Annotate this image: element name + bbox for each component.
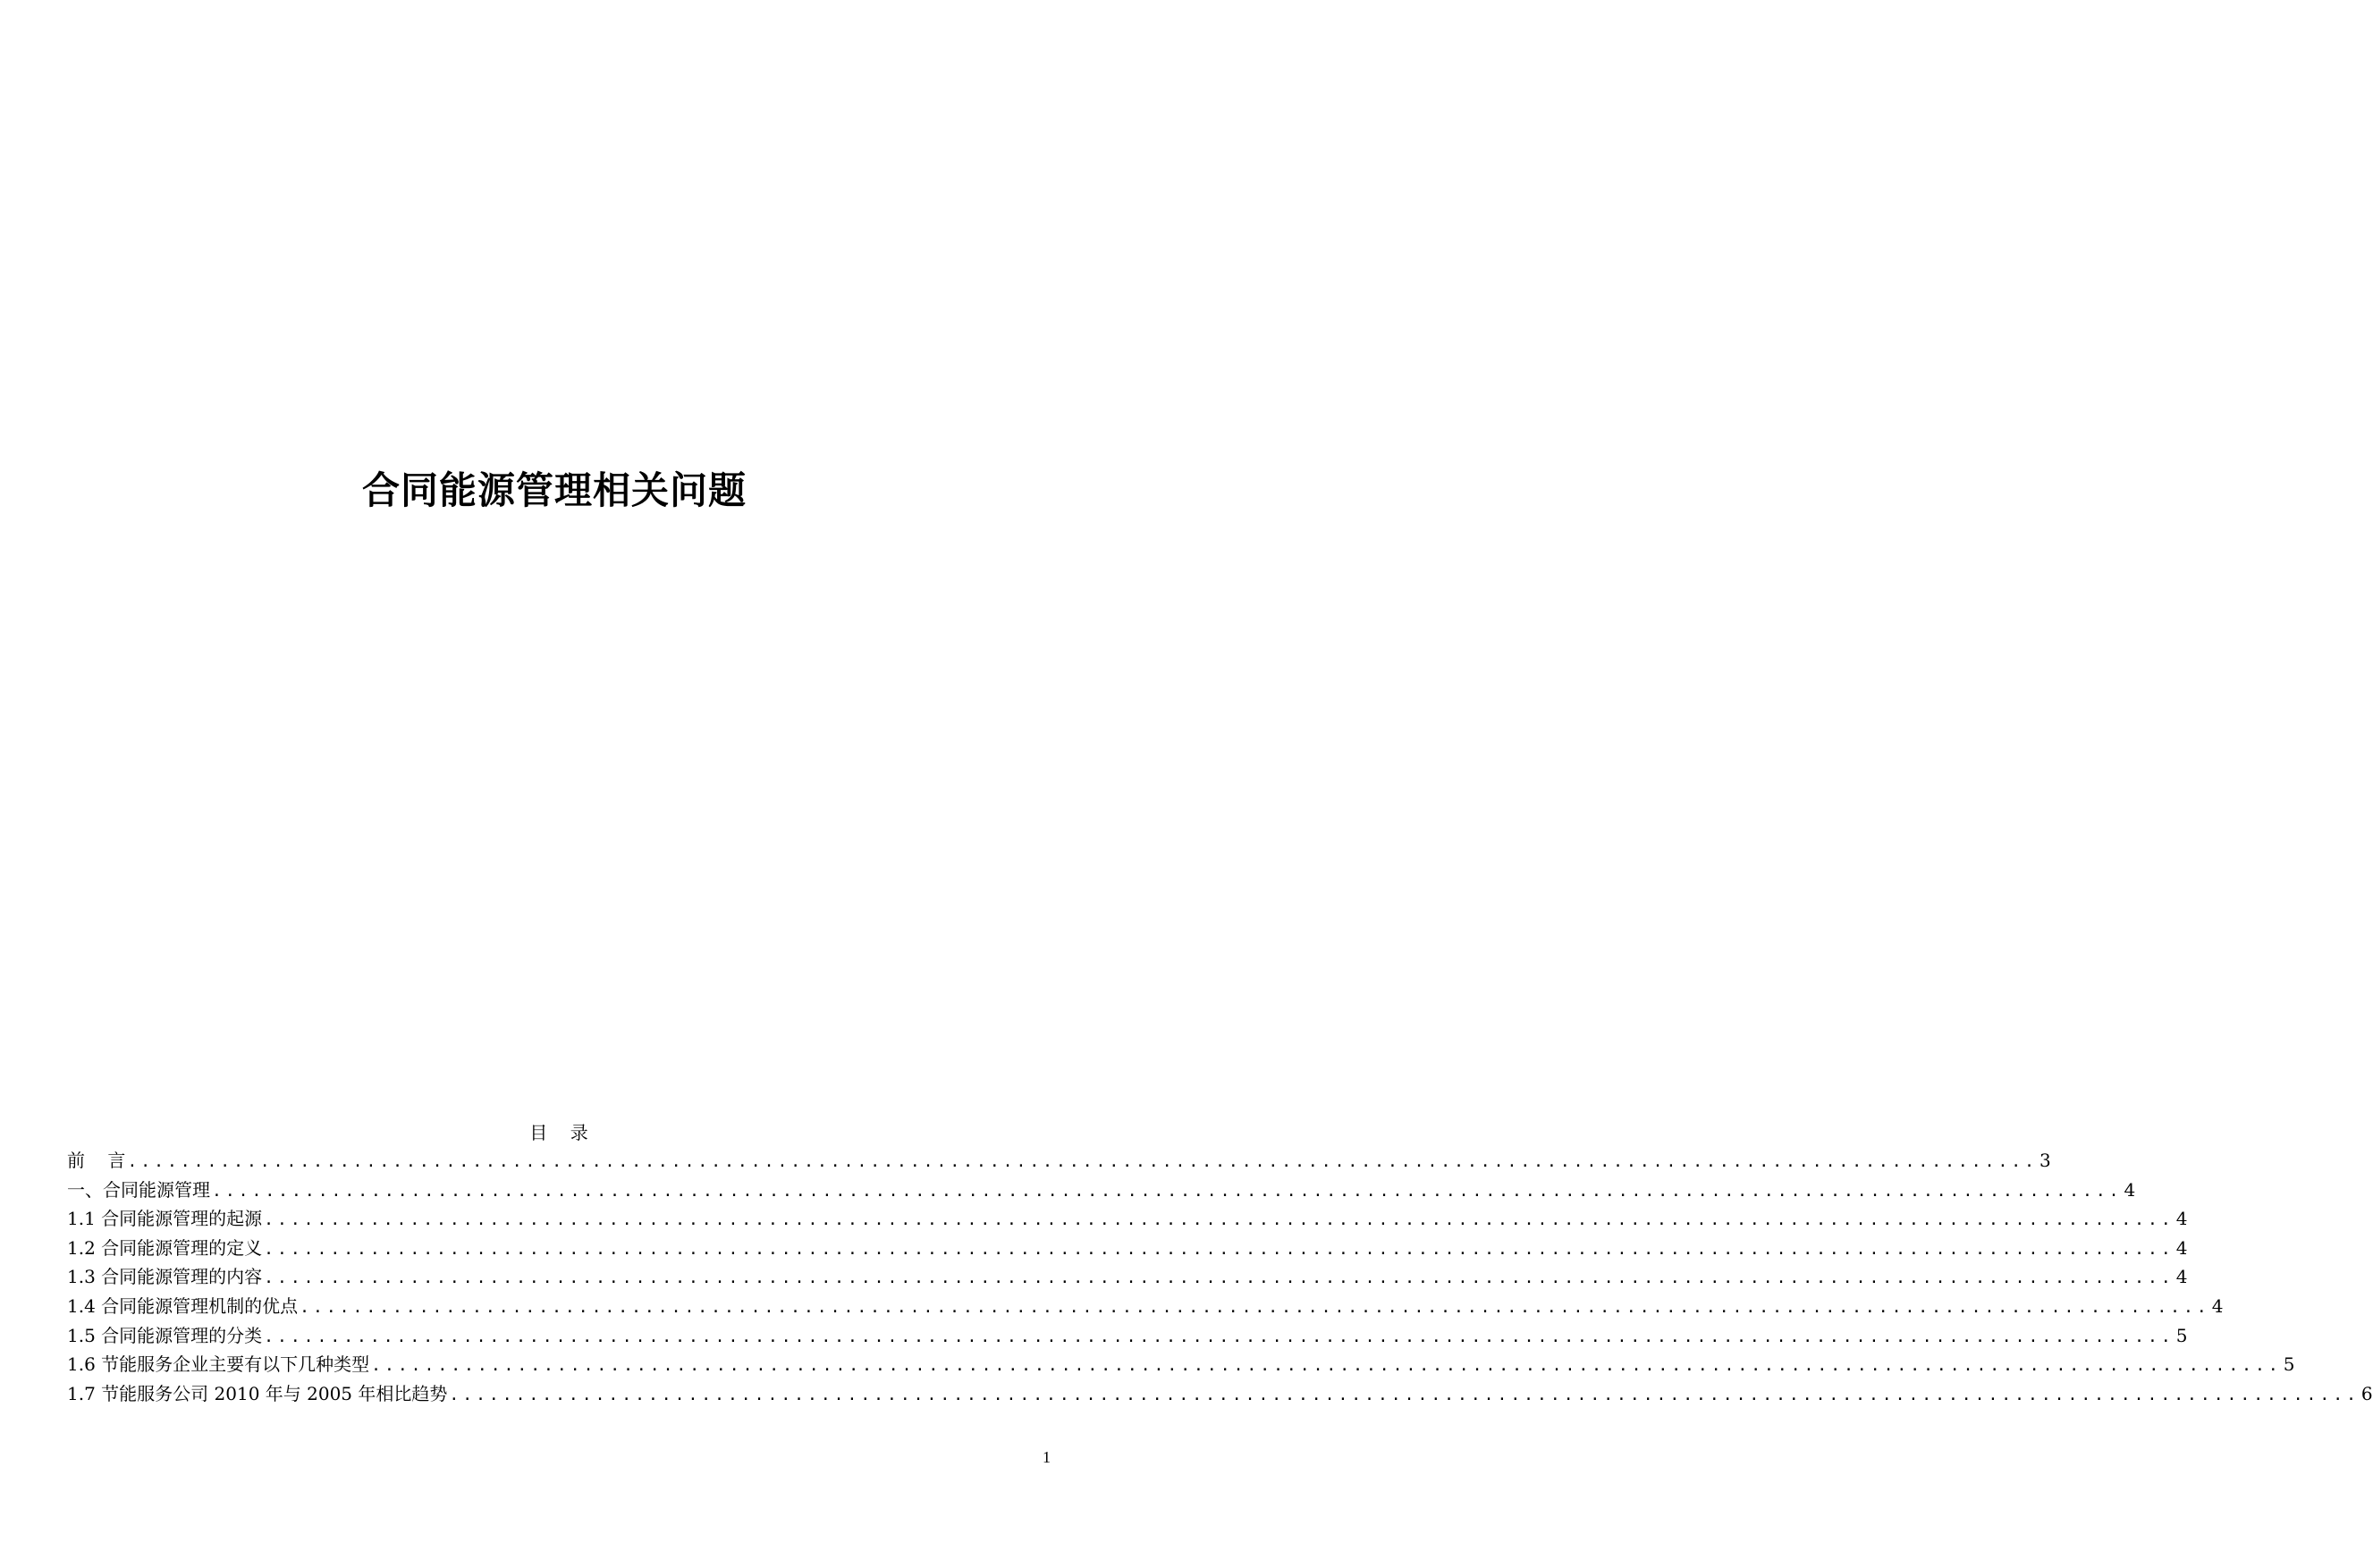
toc-entry-page: 3 <box>2039 1150 2051 1171</box>
toc-entry-page: 4 <box>2175 1208 2188 1230</box>
toc-heading: 目 录 <box>529 1122 588 1143</box>
toc-entry-page: 4 <box>2124 1178 2136 1201</box>
toc-entry[interactable] <box>67 1234 2188 1263</box>
toc-entry-page: 4 <box>2175 1236 2188 1259</box>
toc-entry-label: 1.2 合同能源管理的定义 <box>67 1236 263 1259</box>
toc-entry-label: 前 言 <box>67 1150 126 1171</box>
toc-entry-label: 1.1 合同能源管理的起源 <box>67 1208 263 1230</box>
toc-leader-dots: ................................................................................................................................................ <box>371 1356 2282 1376</box>
toc-leader-dots: ................................................................................................................................................ <box>264 1210 2175 1230</box>
toc-entry-page: 4 <box>2175 1266 2188 1288</box>
toc-leader-dots: ................................................................................................................................................ <box>264 1327 2175 1346</box>
toc-entry[interactable] <box>67 1176 2136 1205</box>
toc-entry[interactable] <box>67 1262 2188 1292</box>
toc-entry-page: 5 <box>2175 1324 2188 1346</box>
page-number: 1 <box>1043 1448 1051 1466</box>
toc-entry-label: 1.4 合同能源管理机制的优点 <box>67 1294 299 1317</box>
toc-list <box>67 1146 2373 1408</box>
toc-entry[interactable] <box>67 1379 2373 1409</box>
toc-leader-dots: ................................................................................................................................................ <box>449 1385 2360 1404</box>
toc-entry[interactable] <box>67 1321 2188 1351</box>
toc-entry-page: 5 <box>2283 1353 2295 1376</box>
toc-entry-label: 1.6 节能服务企业主要有以下几种类型 <box>67 1353 370 1376</box>
toc-entry-label: 1.7 节能服务公司 2010 年与 2005 年相比趋势 <box>67 1382 448 1404</box>
toc-entry-page: 6 <box>2360 1382 2373 1404</box>
toc-entry[interactable] <box>67 1292 2224 1321</box>
document-title: 合同能源管理相关问题 <box>361 468 747 512</box>
toc-entry[interactable] <box>67 1204 2188 1234</box>
toc-leader-dots: ................................................................................................................................................ <box>127 1152 2038 1171</box>
toc-leader-dots: ................................................................................................................................................ <box>264 1269 2175 1288</box>
toc-entry-page: 4 <box>2211 1294 2224 1317</box>
toc-entry[interactable] <box>67 1146 2051 1176</box>
toc-entry[interactable] <box>67 1350 2295 1379</box>
toc-leader-dots: ................................................................................................................................................ <box>212 1181 2123 1201</box>
toc-entry-label: 1.5 合同能源管理的分类 <box>67 1324 263 1346</box>
table-of-contents <box>67 1119 2373 1408</box>
toc-leader-dots: ................................................................................................................................................ <box>264 1239 2175 1259</box>
toc-leader-dots: ................................................................................................................................................ <box>300 1297 2210 1317</box>
toc-entry-label: 1.3 合同能源管理的内容 <box>67 1266 263 1288</box>
toc-entry-label: 一、合同能源管理 <box>67 1178 210 1201</box>
